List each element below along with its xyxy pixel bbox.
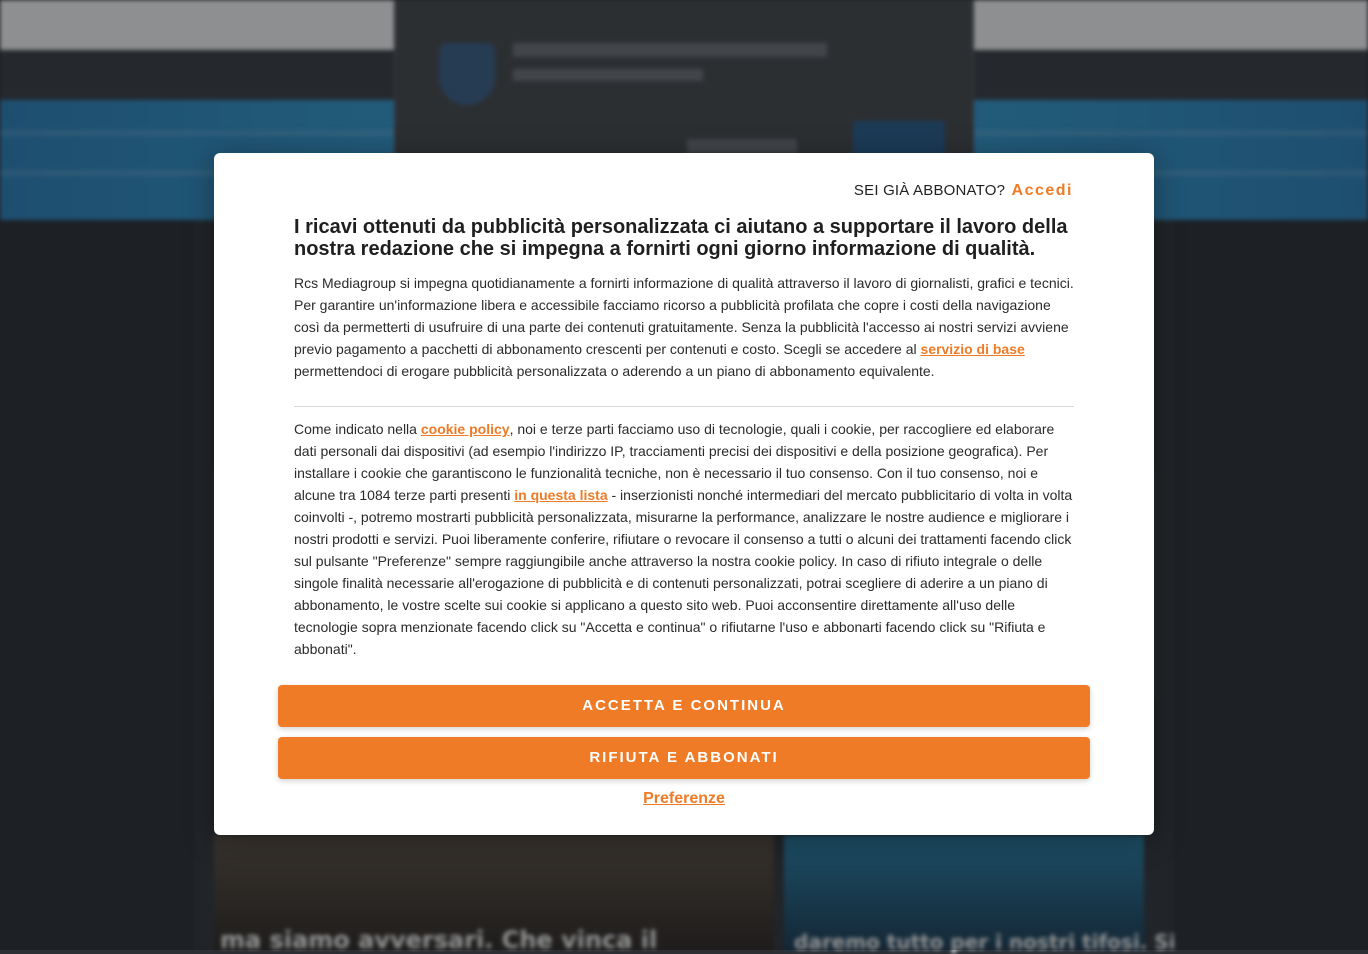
consent-headline: I ricavi ottenuti da pubblicità personalizzata ci aiutano a supportare il lavoro della nostra redazione che si impegna a fornirti ogni giorno informazione di qualità. [294,216,1068,260]
subscriber-login-row [854,182,1073,200]
login-link[interactable]: Accedi [1011,182,1073,199]
consent-modal [214,153,1154,835]
preferences-link[interactable]: Preferenze [643,790,725,807]
consent-paragraph-2: Come indicato nella cookie policy, noi e terze parti facciamo uso di tecnologie, quali i cookie, per raccogliere ed elaborare dati personali dai dispositivi (ad esempio l'indirizzo IP, tracciamenti precisi dei dispositivi e della posizione geografica). Per installare i cookie che garantiscono le funzionalità tecniche, non è necessario il tuo consenso. Con il tuo consenso, noi e alcune tra 1084 terze parti presenti in questa lista - inserzionisti nonché intermediari del mercato pubblicitario di volta in volta coinvolti -, potremo mostrarti pubblicità personalizzata, misurarne la performance, analizzare le nostre audience e migliorare i nostri prodotti e servizi. Puoi liberamente conferire, rifiutare o revocare il consenso a tutti o alcuni dei trattamenti facendo click sul pulsante "Preferenze" sempre raggiungibile anche attraverso la nostra cookie policy. In caso di rifiuto integrale o delle singole finalità necessarie all'erogazione di pubblicità e di contenuti personalizzati, potrai scegliere di aderire a un piano di abbonamento, le vostre scelte sui cookie si applicano a questo sito web. Puoi acconsentire direttamente all'uso delle tecnologie sopra menzionate facendo click su "Accetta e continua" o rifiutarne l'uso e abbonarti facendo click su "Rifiuta e abbonati". [294,421,1073,657]
login-prompt: SEI GIÀ ABBONATO? [853,182,1006,199]
basic-service-link[interactable]: servizio di base [920,341,1025,357]
article-headline: daremo tutto per i nostri tifosi. Si [794,930,1176,954]
consent-paragraph-1: Rcs Mediagroup si impegna quotidianamente a fornirti informazione di qualità attraverso il lavoro di giornalisti, grafici e tecnici. Per garantire un'informazione libera e accessibile facciamo ricorso a pubblicità profilata che copre i costi della navigazione così da permetterti di usufruire di una parte dei contenuti gratuitamente. Senza la pubblicità l'accesso ai nostri servizi avviene previo pagamento a pacchetti di abbonamento crescenti per contenuti e costo. Scegli se accedere al servizio di base permettendoci di erogare pubblicità personalizzata o aderendo a un piano di abbonamento equivalente. [294,275,1074,379]
cookie-policy-link[interactable]: cookie policy [420,421,510,437]
accept-and-continue-button[interactable]: ACCETTA E CONTINUA [278,685,1090,727]
divider [294,406,1074,407]
article-headline: ma siamo avversari. Che vinca il [220,926,658,954]
vendor-list-link[interactable]: in questa lista [514,487,608,503]
reject-and-subscribe-button[interactable]: RIFIUTA E ABBONATI [278,737,1090,779]
